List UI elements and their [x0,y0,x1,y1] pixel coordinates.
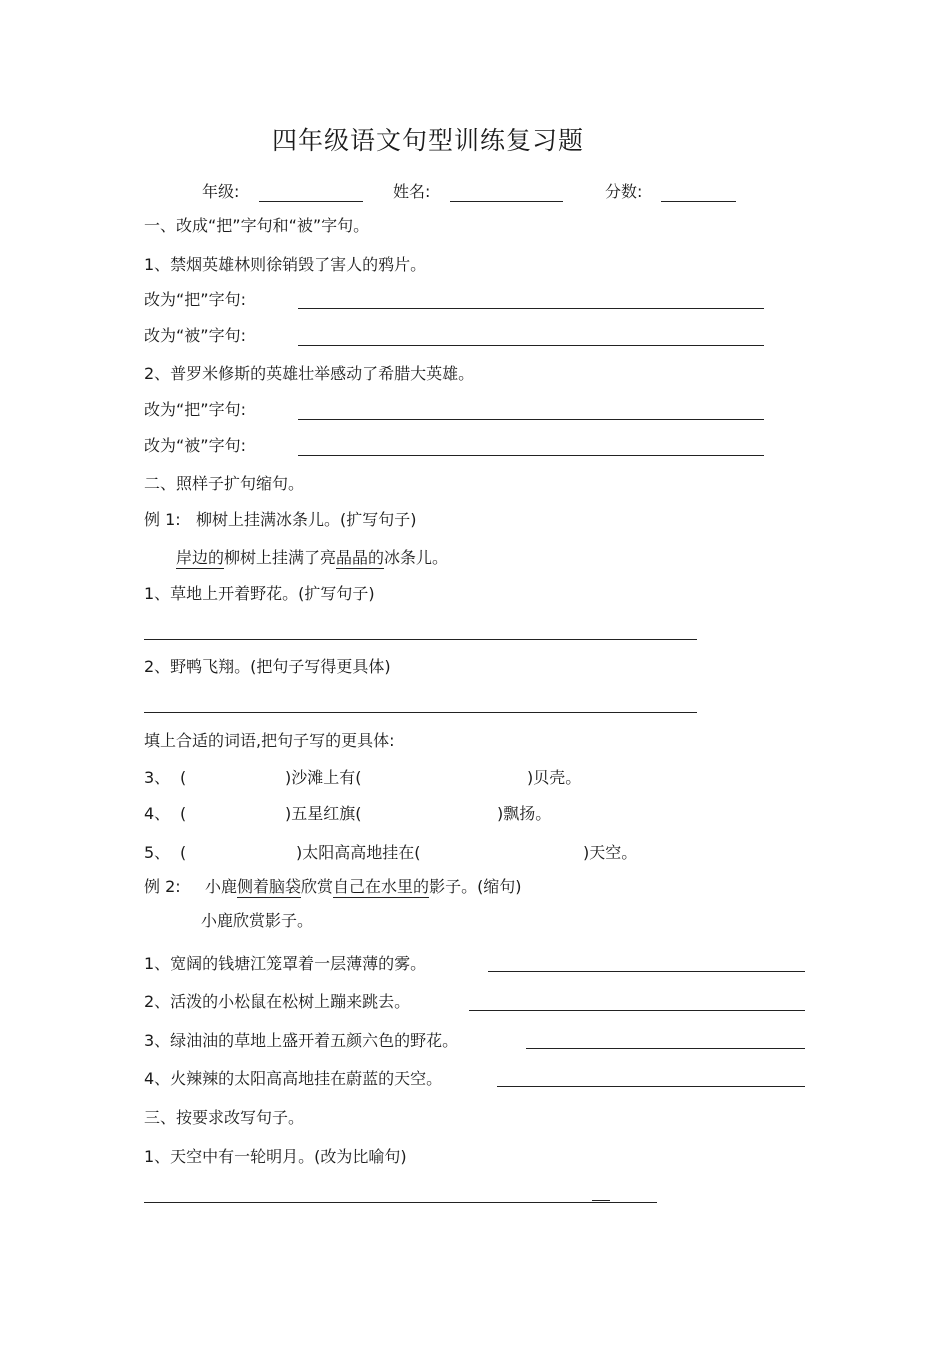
shrink-question: 1、宽阔的钱塘江笼罩着一层薄薄的雾。 [144,954,427,973]
answer-line[interactable] [526,1048,805,1049]
underlined-word: 岸边的 [176,548,225,567]
answer-line[interactable] [144,712,697,713]
fill-question-4-middle: )五星红旗( [285,804,362,823]
bei-sentence-label: 改为“被”字句: [144,436,246,455]
score-field[interactable] [661,201,736,202]
fill-question-3-number: 3、 [144,768,171,787]
section3-question-1: 1、天空中有一轮明月。(改为比喻句) [144,1147,407,1166]
line-fragment [592,1200,610,1201]
example-2-label: 例 2: [144,877,181,896]
fill-question-3-middle: )沙滩上有( [285,768,362,787]
fill-question-5-end: )天空。 [583,843,638,862]
underlined-word: 晶晶的 [336,548,385,567]
answer-line[interactable] [298,345,764,346]
shrink-question: 4、火辣辣的太阳高高地挂在蔚蓝的天空。 [144,1069,443,1088]
shrink-question: 3、绿油油的草地上盛开着五颜六色的野花。 [144,1031,459,1050]
answer-line[interactable] [298,455,764,456]
answer-line[interactable] [298,419,764,420]
grade-field[interactable] [259,201,363,202]
page-title: 四年级语文句型训练复习题 [272,126,585,155]
fill-question-5-number: 5、 [144,843,171,862]
fill-question-3-end: )贝壳。 [527,768,582,787]
grade-label: 年级: [202,182,240,201]
name-field[interactable] [450,201,563,202]
section2-heading: 二、照样子扩句缩句。 [144,474,305,493]
section1-question-1: 1、禁烟英雄林则徐销毁了害人的鸦片。 [144,255,427,274]
fill-heading: 填上合适的词语,把句子写的更具体: [144,731,395,750]
example-2-sentence: 小鹿侧着脑袋欣赏自己在水里的影子。(缩句) [205,877,522,896]
underlined-word: 自己在水里的 [333,877,430,896]
expand-question-2: 2、野鸭飞翔。(把句子写得更具体) [144,657,391,676]
expand-question-1: 1、草地上开着野花。(扩写句子) [144,584,375,603]
answer-line[interactable] [497,1086,805,1087]
example-1-answer: 岸边的柳树上挂满了亮晶晶的冰条儿。 [176,548,449,567]
example-1-sentence: 柳树上挂满冰条儿。(扩写句子) [196,510,417,529]
section3-heading: 三、按要求改写句子。 [144,1108,305,1127]
section1-question-2: 2、普罗米修斯的英雄壮举感动了希腊大英雄。 [144,364,475,383]
ba-sentence-label: 改为“把”字句: [144,290,246,309]
answer-line[interactable] [469,1010,805,1011]
answer-line[interactable] [488,971,805,972]
open-paren: ( [180,843,187,862]
example-2-answer: 小鹿欣赏影子。 [201,911,314,930]
example-1-label: 例 1: [144,510,181,529]
section1-heading: 一、改成“把”字句和“被”字句。 [144,216,370,235]
name-label: 姓名: [393,182,431,201]
underlined-word: 侧着脑袋 [237,877,302,896]
fill-question-5-middle: )太阳高高地挂在( [296,843,421,862]
answer-line[interactable] [144,1202,657,1203]
answer-line[interactable] [144,639,697,640]
score-label: 分数: [605,182,643,201]
open-paren: ( [180,804,187,823]
open-paren: ( [180,768,187,787]
fill-question-4-end: )飘扬。 [497,804,552,823]
bei-sentence-label: 改为“被”字句: [144,326,246,345]
fill-question-4-number: 4、 [144,804,171,823]
ba-sentence-label: 改为“把”字句: [144,400,246,419]
answer-line[interactable] [298,308,764,309]
shrink-question: 2、活泼的小松鼠在松树上蹦来跳去。 [144,992,411,1011]
